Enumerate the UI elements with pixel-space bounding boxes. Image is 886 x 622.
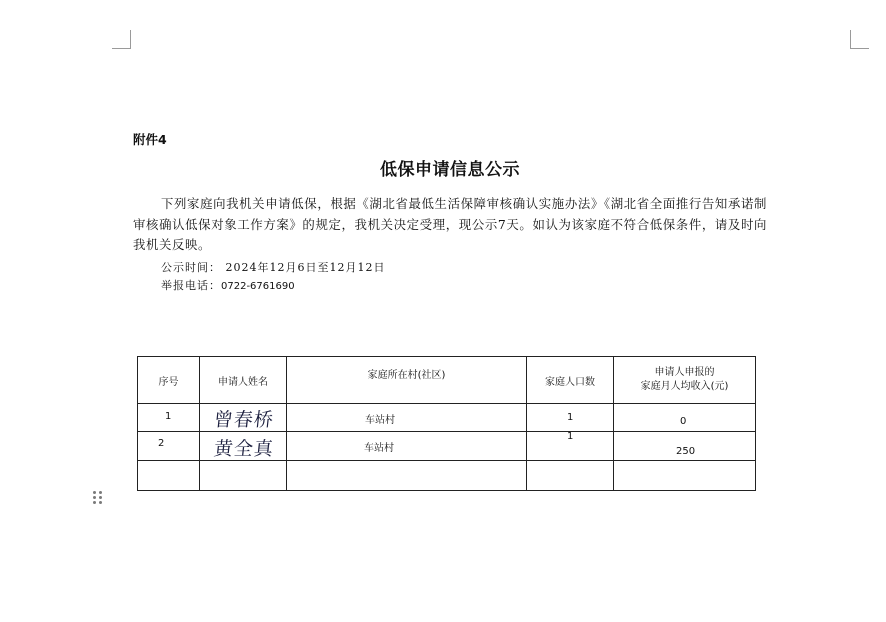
attachment-label: 附件4 [133,132,167,147]
header-income-line1: 申请人申报的 [654,367,715,378]
report-phone-value: 0722-6761690 [221,281,295,292]
notice-time-label: 公示时间： [161,261,221,274]
cell-household-size: 1 [527,404,614,432]
header-name: 申请人姓名 [200,357,287,404]
table-row [138,432,756,461]
cell-income: 250 [614,432,756,461]
cell-village: 车站村 [287,404,527,432]
report-phone-line [161,277,295,293]
cell-village [287,461,527,491]
header-seq: 序号 [138,357,200,404]
margin-corner-mark-top-left [112,30,131,49]
cell-seq: 2 [138,432,200,461]
cell-household-size: 1 [527,432,614,461]
table-row [138,404,756,432]
notice-time-value: 2024年12月6日至12月12日 [225,261,386,274]
cell-seq [138,461,200,491]
body-paragraph: 下列家庭向我机关申请低保，根据《湖北省最低生活保障审核确认实施办法》《湖北省全面推行告知承诺制审核确认低保对象工作方案》的规定，我机关决定受理，现公示7天。如认为该家庭不符合低保条件，请及时向我机关反映。 [133,196,767,252]
handwritten-signature: 黄全真 [212,438,276,460]
cell-income: 0 [614,404,756,432]
report-phone-label: 举报电话： [161,279,221,292]
document-title: 低保申请信息公示 [380,160,520,180]
notice-time-line [161,259,385,275]
cell-name [200,461,287,491]
cell-seq: 1 [138,404,200,432]
cell-name [200,404,287,432]
header-household-size: 家庭人口数 [527,357,614,404]
handwritten-signature: 曾春桥 [212,409,276,431]
table-header-row [138,357,756,404]
table-move-handle-icon[interactable] [93,491,103,505]
cell-household-size [527,461,614,491]
cell-name [200,432,287,461]
header-income-line2: 家庭月人均收入(元) [640,381,729,392]
header-income [614,357,756,404]
applicant-table [137,356,756,491]
cell-village: 车站村 [287,432,527,461]
table-row-empty [138,461,756,491]
header-village: 家庭所在村(社区) [287,357,527,404]
margin-corner-mark-top-right [850,30,869,49]
cell-income [614,461,756,491]
